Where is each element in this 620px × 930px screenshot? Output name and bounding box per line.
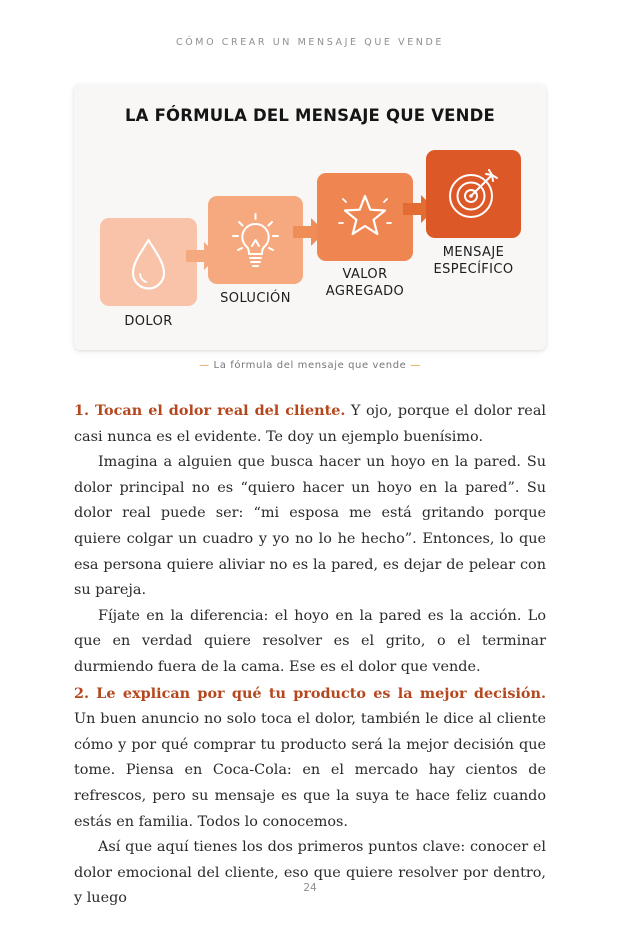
body-text (74, 398, 546, 912)
step-box-dolor (100, 218, 197, 306)
page-number: 24 (303, 882, 317, 894)
drop-icon (100, 218, 197, 306)
caption-text: La fórmula del mensaje que vende (213, 360, 407, 371)
paragraph (74, 681, 546, 836)
paragraph-text: Y ojo, porque el dolor real casi nunca es el evidente. Te doy un ejemplo buenísimo. (74, 403, 546, 445)
running-header: CÓMO CREAR UN MENSAJE QUE VENDE (175, 37, 445, 48)
formula-figure (74, 84, 546, 350)
step-label-dolor: DOLOR (124, 314, 173, 329)
caption-dash: — (410, 360, 421, 371)
step-label-valor-agregado: VALOR AGREGADO (325, 267, 405, 299)
lightbulb-icon (208, 196, 303, 284)
paragraph-text: Un buen anuncio no solo toca el dolor, también le dice al cliente cómo y por qué comprar tu producto será la mejor decisión que tome. Piensa en Coca-Cola: en el mercado hay cientos de refrescos, pero su mensaje es que la suya te hace feliz cuando estás en familia. Todos lo conocemos. (74, 711, 546, 830)
step-box-mensaje-especifico (426, 150, 521, 238)
paragraph: Fíjate en la diferencia: el hoyo en la pared es la acción. Lo que en verdad quiere resolver es el grito, o el terminar durmiendo fuera de la cama. Ese es el dolor que vende. (74, 607, 546, 675)
star-icon (317, 173, 413, 261)
step-box-valor-agregado (317, 173, 413, 261)
step-label-mensaje-especifico: MENSAJE ESPECÍFICO (433, 245, 514, 277)
paragraph: Así que aquí tienes los dos primeros puntos clave: conocer el dolor emocional del cliente, eso que quiere resolver por dentro, y luego (74, 839, 546, 907)
list-heading: 2. Le explican por qué tu producto es la mejor decisión. (74, 684, 546, 702)
figure-title: LA FÓRMULA DEL MENSAJE QUE VENDE (124, 106, 496, 125)
figure-caption (0, 360, 620, 371)
caption-dash: — (199, 360, 210, 371)
paragraph (74, 398, 546, 450)
target-icon (426, 150, 521, 238)
list-heading: 1. Tocan el dolor real del cliente. (74, 402, 346, 419)
step-label-solucion: SOLUCIÓN (220, 291, 291, 306)
paragraph: Imagina a alguien que busca hacer un hoyo en la pared. Su dolor principal no es “quiero hacer un hoyo en la pared”. Su dolor real puede ser: “mi esposa me está gritando porque quiere colgar un cuadro y yo no lo he hecho”. Entonces, lo que esa persona quiere aliviar no es la pared, es dejar de pelear con su pareja. (74, 454, 546, 599)
step-box-solucion (208, 196, 303, 284)
